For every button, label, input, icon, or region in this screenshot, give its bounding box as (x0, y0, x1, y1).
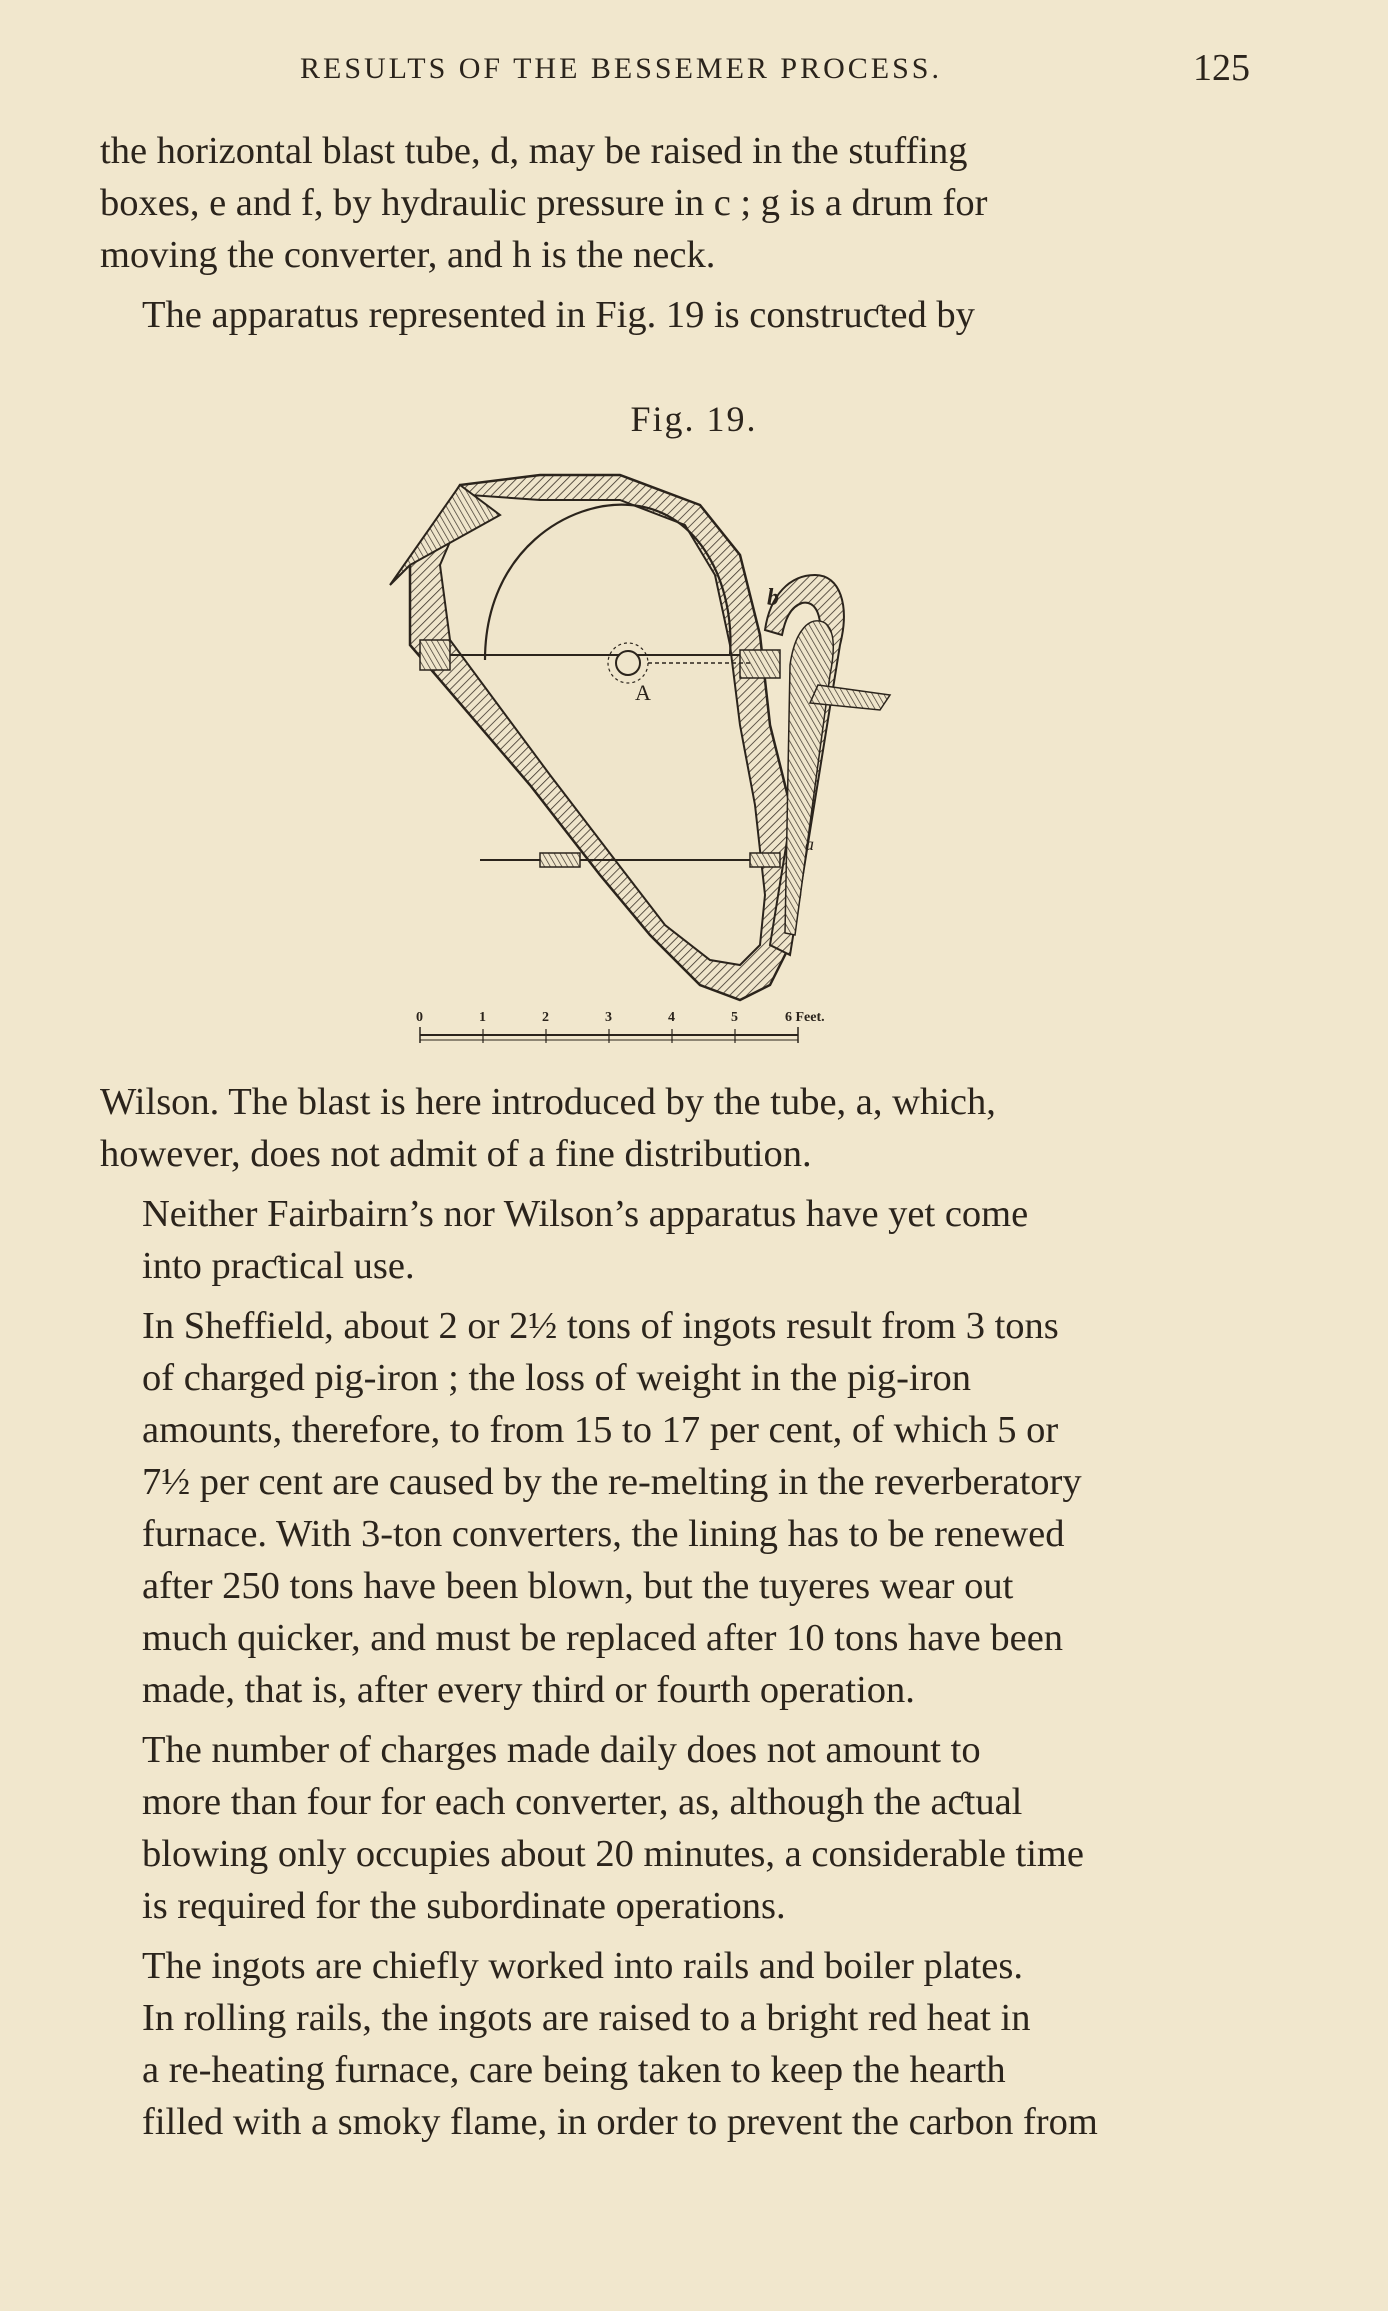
text-line: The number of charges made daily does not amount to (142, 1729, 981, 1771)
body-text-top (100, 125, 1250, 349)
text-line: 7½ per cent are caused by the re-melting in the reverberatory (142, 1461, 1082, 1503)
paragraph (100, 1300, 1250, 1716)
text-line: into praƈtical use. (142, 1245, 415, 1287)
text-line: however, does not admit of a fine distribution. (100, 1133, 812, 1175)
band-right (750, 853, 780, 867)
text-line: moving the converter, and h is the neck. (100, 234, 716, 276)
trunnion-left (420, 640, 450, 670)
text-line: is required for the subordinate operations. (142, 1885, 786, 1927)
text-line: blowing only occupies about 20 minutes, a considerable time (142, 1833, 1084, 1875)
paragraph (100, 289, 1250, 341)
text-line: Neither Fairbairn’s nor Wilson’s apparatus have yet come (142, 1193, 1029, 1235)
scale-label-5: 5 (731, 1010, 738, 1025)
text-line: In Sheffield, about 2 or 2½ tons of ingots result from 3 tons (142, 1305, 1059, 1347)
scale-label-1: 1 (479, 1010, 486, 1025)
text-line: The ingots are chiefly worked into rails and boiler plates. (142, 1945, 1023, 1987)
scale-label-2: 2 (542, 1010, 549, 1025)
text-line: In rolling rails, the ingots are raised to a bright red heat in (142, 1997, 1031, 2039)
text-line: The apparatus represented in Fig. 19 is construƈted by (142, 294, 975, 336)
label-b: b (767, 585, 779, 611)
paragraph (100, 1076, 1250, 1180)
label-A: A (635, 680, 651, 705)
text-line: Wilson. The blast is here introduced by the tube, a, which, (100, 1081, 996, 1123)
text-line: more than four for each converter, as, although the aƈtual (142, 1781, 1023, 1823)
text-line: the horizontal blast tube, d, may be raised in the stuffing (100, 130, 968, 172)
text-line: filled with a smoky flame, in order to prevent the carbon from (142, 2101, 1098, 2143)
text-line: furnace. With 3-ton converters, the lining has to be renewed (142, 1513, 1065, 1555)
running-title: RESULTS OF THE BESSEMER PROCESS. (300, 52, 942, 85)
page-number: 125 (1193, 47, 1250, 89)
converter-illustration (370, 455, 970, 1055)
figure-converter-drawing (370, 455, 970, 1055)
running-header (100, 46, 1250, 96)
body-text-bottom (100, 1076, 1250, 2156)
trunnion-right (740, 650, 780, 678)
text-line: amounts, therefore, to from 15 to 17 per cent, of which 5 or (142, 1409, 1059, 1451)
band-left (540, 853, 580, 867)
pivot-circle (616, 651, 640, 675)
paragraph (100, 1940, 1250, 2148)
paragraph (100, 125, 1250, 281)
paragraph (100, 1724, 1250, 1932)
scale-label-4: 4 (668, 1010, 675, 1025)
blast-tube-inner (785, 621, 833, 935)
text-line: a re-heating furnace, care being taken to keep the hearth (142, 2049, 1006, 2091)
text-line: boxes, e and f, by hydraulic pressure in c ; g is a drum for (100, 182, 988, 224)
scale-label-6: 6 Feet. (785, 1010, 825, 1025)
text-line: of charged pig-iron ; the loss of weight in the pig-iron (142, 1357, 972, 1399)
scale-label-3: 3 (605, 1010, 612, 1025)
figure-caption: Fig. 19. (630, 399, 758, 439)
scale-bar (416, 1010, 825, 1043)
text-line: made, that is, after every third or fourth operation. (142, 1669, 915, 1711)
text-line: much quicker, and must be replaced after 10 tons have been (142, 1617, 1064, 1659)
text-line: after 250 tons have been blown, but the tuyeres wear out (142, 1565, 1014, 1607)
label-a: a (805, 834, 814, 854)
paragraph (100, 1188, 1250, 1292)
scale-label-0: 0 (416, 1010, 423, 1025)
